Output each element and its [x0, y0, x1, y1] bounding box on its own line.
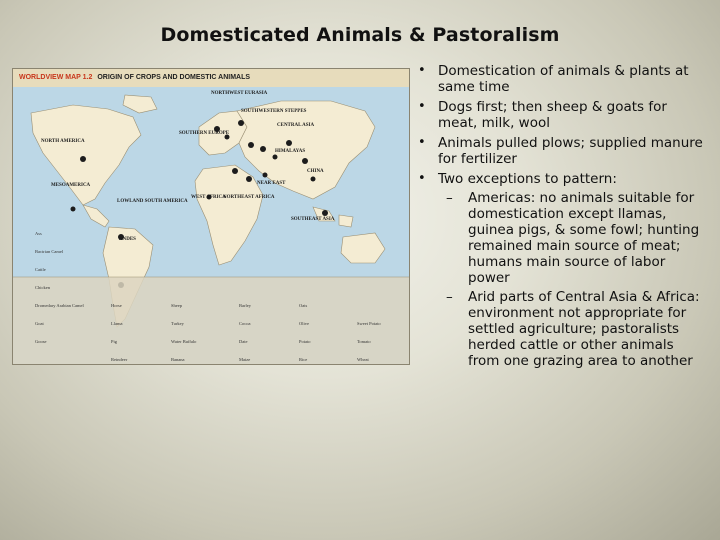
legend-item: Dromedary Arabian Camel: [35, 303, 84, 308]
sub-bullet-text: Americas: no animals suitable for domestication except llamas, guinea pigs, & some fowl; hunting remained main source of meat; humans main source of labor power: [468, 190, 700, 286]
slide-title: Domesticated Animals & Pastoralism: [160, 24, 560, 46]
legend-item: Ass: [35, 231, 42, 236]
bullet-dot: •: [418, 171, 426, 186]
region-label: NEAR EAST: [257, 181, 286, 186]
legend-item: Llama: [111, 321, 123, 326]
region-label: SOUTHEAST ASIA: [291, 217, 335, 222]
region-label: CENTRAL ASIA: [277, 123, 315, 128]
map-body: [13, 87, 409, 364]
legend-item: Barley: [239, 303, 251, 308]
bullet-text: Dogs first; then sheep & goats for meat, milk, wool: [438, 99, 667, 131]
sub-bullet-dash: –: [446, 190, 453, 206]
region-label: HIMALAYAS: [275, 149, 306, 154]
legend-item: Goose: [35, 339, 47, 344]
bullet-text: Domestication of animals & plants at same time: [438, 63, 689, 95]
sub-bullet-dash: –: [446, 289, 453, 305]
region-label: SOUTHWESTERN STEPPES: [241, 109, 307, 114]
legend-item: Wheat: [357, 357, 369, 362]
bullet-dot: •: [418, 135, 426, 150]
legend-item: Olive: [299, 321, 309, 326]
legend-item: Bactrian Camel: [35, 249, 64, 254]
bullet-item: [416, 171, 708, 369]
bullet-dot: •: [418, 99, 426, 114]
region-label: NORTH AMERICA: [41, 139, 85, 144]
bullet-text: Animals pulled plows; supplied manure for fertilizer: [438, 135, 703, 167]
legend-item: Tomato: [357, 339, 371, 344]
region-label: MESOAMERICA: [51, 183, 91, 188]
region-label: SOUTHERN EUROPE: [179, 131, 230, 136]
region-label: LOWLAND SOUTH AMERICA: [117, 199, 188, 204]
sub-bullet-text: Arid parts of Central Asia & Africa: environment not appropriate for settled agriculture; pastoralists herded cattle or other animals from one grazing area to another: [468, 289, 700, 369]
legend-item: Chicken: [35, 285, 50, 290]
sub-bullet-item: [416, 289, 708, 369]
legend-item: Oats: [299, 303, 308, 308]
legend-item: Cocoa: [239, 321, 251, 326]
region-label: CHINA: [307, 169, 324, 174]
legend-item: Cattle: [35, 267, 46, 272]
region-label: NORTHWEST EURASIA: [211, 91, 268, 96]
legend-item: Potato: [299, 339, 311, 344]
bullet-dot: •: [418, 63, 426, 78]
bullet-item: [416, 99, 708, 131]
legend-item: Horse: [111, 303, 122, 308]
legend-item: Pig: [111, 339, 118, 344]
legend-item: Sheep: [171, 303, 182, 308]
bullet-item: [416, 135, 708, 167]
region-label: NORTHEAST AFRICA: [223, 195, 275, 200]
legend-item: Banana: [171, 357, 185, 362]
legend-item: Reindeer: [111, 357, 128, 362]
region-label: WEST AFRICA: [191, 195, 226, 200]
world-map: [12, 68, 410, 365]
legend-item: Maize: [239, 357, 251, 362]
map-header-title: ORIGIN OF CROPS AND DOMESTIC ANIMALS: [97, 74, 251, 81]
bullet-list: [416, 63, 708, 373]
legend-item: Water Buffalo: [171, 339, 197, 344]
legend-item: Date: [239, 339, 248, 344]
legend-item: Rice: [299, 357, 308, 362]
region-label: ANDES: [119, 237, 136, 242]
map-header: [13, 69, 409, 87]
map-header-prefix: WORLDVIEW MAP 1.2: [19, 74, 93, 81]
bullet-text: Two exceptions to pattern:: [438, 171, 617, 187]
sub-bullet-item: [416, 190, 708, 286]
legend-item: Goat: [35, 321, 44, 326]
legend-item: Turkey: [171, 321, 184, 326]
legend-item: Sweet Potato: [357, 321, 381, 326]
bullet-item: [416, 63, 708, 95]
